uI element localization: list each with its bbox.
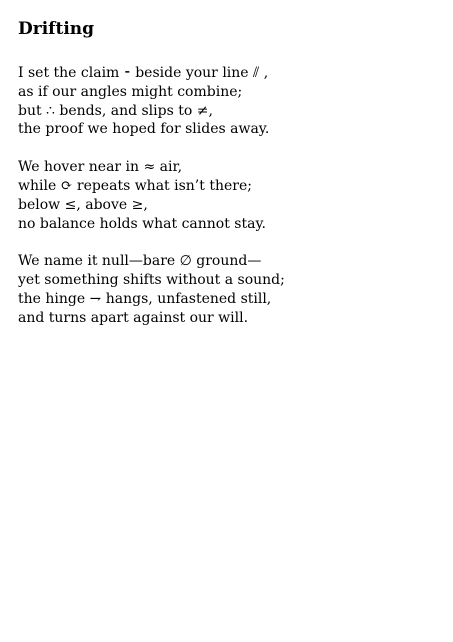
poem-line: yet something shifts without a sound; [18,272,285,289]
poem-line: and turns apart against our will. [18,309,249,326]
stanza-2 [18,158,443,233]
poem-line: We name it null—bare ∅ ground— [18,253,262,270]
poem-line: no balance holds what cannot stay. [18,215,266,232]
poem-line: below ≤, above ≥, [18,196,148,213]
poem-line: the hinge ⇁ hangs, unfastened still, [18,290,272,307]
stanza-1 [18,64,443,139]
poem-line: I set the claim ⁃ beside your line ⫽ , [18,65,269,81]
poem-line: as if our angles might combine; [18,83,243,100]
poem-title: Drifting [18,19,95,39]
poem-line: while ⟳ repeats what isn’t there; [18,177,252,194]
stanza-3 [18,252,443,327]
poem-line: but ∴ bends, and slips to ≠, [18,102,213,119]
poem-line: the proof we hoped for slides away. [18,121,270,138]
poem-line: We hover near in ≈ air, [18,159,183,176]
poem-page [18,18,443,347]
